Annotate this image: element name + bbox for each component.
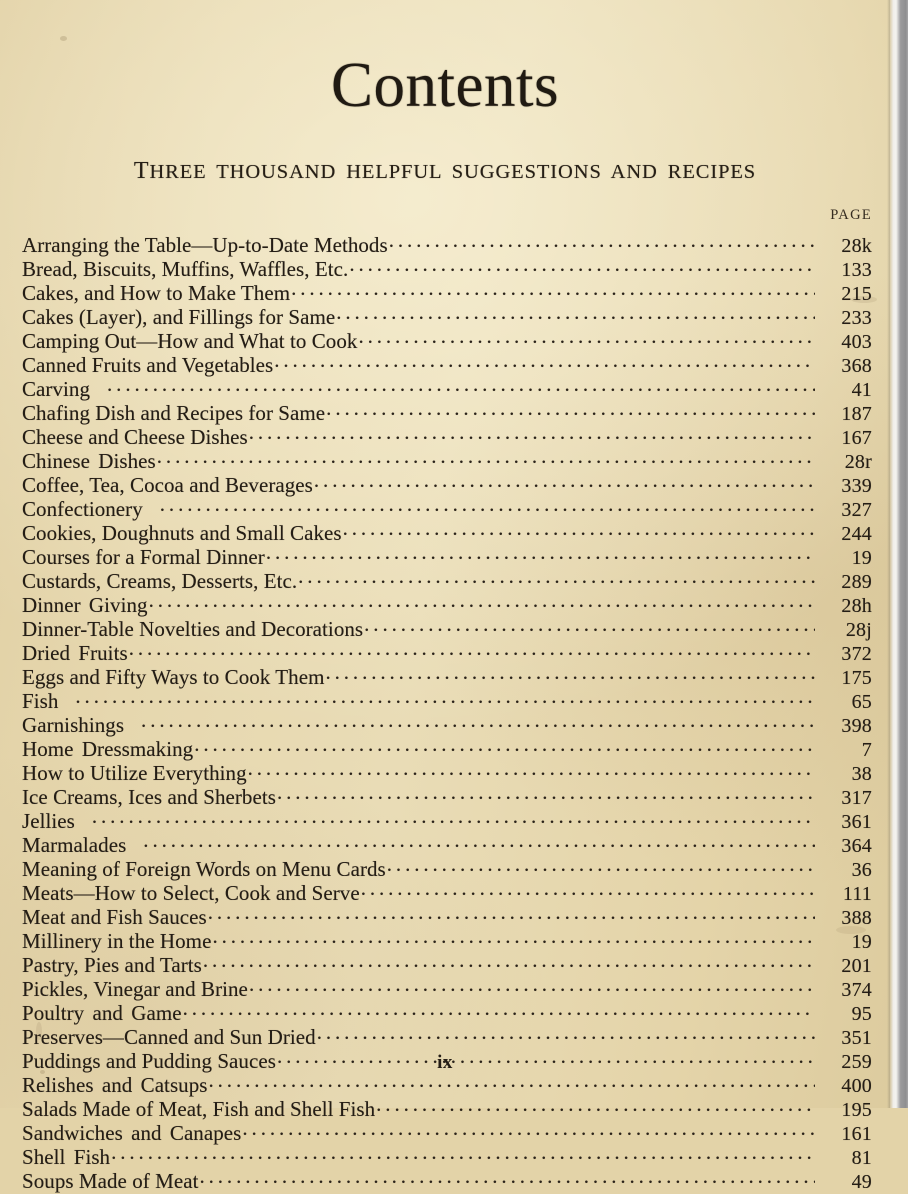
toc-entry-title: Home Dressmaking bbox=[22, 737, 194, 762]
dot-leader bbox=[376, 1092, 815, 1116]
toc-entry-page-number: 398 bbox=[841, 715, 872, 738]
subtitle-initial: T bbox=[133, 158, 150, 185]
scan-edge-strip bbox=[890, 0, 908, 1108]
toc-entry-title: Custards, Creams, Desserts, Etc. bbox=[22, 569, 298, 594]
subtitle bbox=[0, 159, 890, 183]
dot-leader bbox=[183, 996, 815, 1020]
toc-entry-page-number: 215 bbox=[841, 283, 872, 306]
dot-leader bbox=[203, 948, 815, 972]
toc-entry-title: Dried Fruits bbox=[22, 641, 128, 666]
toc-entry-title: Cheese and Cheese Dishes bbox=[22, 425, 248, 450]
dot-leader bbox=[249, 420, 815, 444]
toc-entry-page-number: 327 bbox=[841, 499, 872, 522]
dot-leader bbox=[274, 348, 815, 372]
toc-entry-title: Garnishings bbox=[22, 713, 125, 738]
page-title: Contents bbox=[330, 50, 559, 121]
toc-entry[interactable] bbox=[22, 660, 872, 690]
dot-leader bbox=[111, 1140, 815, 1164]
toc-entry[interactable] bbox=[22, 1164, 872, 1194]
toc-entry-title: Soups Made of Meat bbox=[22, 1169, 199, 1194]
dot-leader bbox=[242, 1116, 815, 1140]
table-of-contents-list bbox=[0, 228, 890, 1194]
toc-entry-title: Coffee, Tea, Cocoa and Beverages bbox=[22, 473, 313, 498]
toc-entry[interactable] bbox=[22, 372, 872, 402]
toc-entry-title: Cakes, and How to Make Them bbox=[22, 281, 291, 306]
toc-entry-title: Meaning of Foreign Words on Menu Cards bbox=[22, 857, 386, 882]
dot-leader bbox=[212, 924, 815, 948]
toc-entry-page-number: 195 bbox=[841, 1099, 872, 1122]
toc-entry-title: Jellies bbox=[22, 809, 75, 834]
toc-entry-page-number: 95 bbox=[851, 1003, 872, 1026]
dot-leader bbox=[358, 324, 815, 348]
toc-entry-title: Dinner-Table Novelties and Decorations bbox=[22, 617, 364, 642]
toc-entry-title: Puddings and Pudding Sauces bbox=[22, 1049, 276, 1074]
toc-entry[interactable] bbox=[22, 516, 872, 546]
toc-entry-page-number: 372 bbox=[841, 643, 872, 666]
toc-entry-title: Meat and Fish Sauces bbox=[22, 905, 207, 930]
toc-entry-title: Cookies, Doughnuts and Small Cakes bbox=[22, 521, 342, 546]
dot-leader bbox=[248, 756, 815, 780]
toc-entry-page-number: 161 bbox=[841, 1123, 872, 1146]
toc-entry-page-number: 351 bbox=[841, 1027, 872, 1050]
toc-entry-title: Relishes and Catsups bbox=[22, 1073, 208, 1098]
subtitle-rest: HREE THOUSAND HELPFUL SUGGESTIONS AND RECIPES bbox=[149, 161, 757, 184]
toc-entry-title: How to Utilize Everything bbox=[22, 761, 247, 786]
toc-entry[interactable] bbox=[22, 588, 872, 618]
toc-entry-page-number: 133 bbox=[841, 259, 872, 282]
toc-entry-page-number: 361 bbox=[841, 811, 872, 834]
toc-entry-title: Dinner Giving bbox=[22, 593, 148, 618]
toc-entry-page-number: 28j bbox=[845, 619, 872, 642]
toc-entry-title: Cakes (Layer), and Fillings for Same bbox=[22, 305, 336, 330]
dot-leader bbox=[325, 660, 815, 684]
toc-entry-title: Camping Out—How and What to Cook bbox=[22, 329, 358, 354]
toc-entry-title: Confectionery bbox=[22, 497, 143, 522]
dot-leader bbox=[336, 300, 815, 324]
dot-leader bbox=[298, 564, 815, 588]
toc-entry-page-number: 81 bbox=[851, 1147, 872, 1170]
toc-entry-page-number: 201 bbox=[841, 955, 872, 978]
toc-entry-title: Courses for a Formal Dinner bbox=[22, 545, 265, 570]
toc-entry[interactable] bbox=[22, 396, 872, 426]
toc-entry-page-number: 28k bbox=[841, 235, 872, 258]
dot-leader bbox=[361, 876, 815, 900]
toc-entry[interactable] bbox=[22, 228, 872, 258]
toc-entry-title: Chinese Dishes bbox=[22, 449, 156, 474]
toc-entry[interactable] bbox=[22, 1140, 872, 1170]
folio-page-number: ix bbox=[437, 1052, 453, 1073]
toc-entry-title: Chafing Dish and Recipes for Same bbox=[22, 401, 326, 426]
dot-leader bbox=[194, 732, 815, 756]
toc-entry-page-number: 368 bbox=[841, 355, 872, 378]
toc-entry-page-number: 317 bbox=[841, 787, 872, 810]
dot-leader bbox=[389, 228, 815, 252]
toc-entry-page-number: 111 bbox=[842, 883, 872, 906]
toc-entry-page-number: 49 bbox=[851, 1171, 872, 1194]
toc-entry-page-number: 28r bbox=[844, 451, 872, 474]
toc-entry-title: Pickles, Vinegar and Brine bbox=[22, 977, 248, 1002]
toc-entry-title: Meats—How to Select, Cook and Serve bbox=[22, 881, 360, 906]
toc-entry-title: Canned Fruits and Vegetables bbox=[22, 353, 274, 378]
toc-entry[interactable] bbox=[22, 708, 872, 738]
toc-entry-title: Bread, Biscuits, Muffins, Waffles, Etc. bbox=[22, 257, 349, 282]
toc-entry[interactable] bbox=[22, 732, 872, 762]
toc-entry-title: Carving bbox=[22, 377, 91, 402]
toc-entry[interactable] bbox=[22, 612, 872, 642]
toc-entry-title: Salads Made of Meat, Fish and Shell Fish bbox=[22, 1097, 376, 1122]
toc-entry[interactable] bbox=[22, 636, 872, 666]
toc-entry-page-number: 38 bbox=[851, 763, 872, 786]
toc-entry[interactable] bbox=[22, 852, 872, 882]
dot-leader bbox=[125, 708, 815, 732]
dot-leader bbox=[326, 396, 815, 420]
toc-entry-page-number: 65 bbox=[851, 691, 872, 714]
toc-entry-title: Poultry and Game bbox=[22, 1001, 182, 1026]
toc-entry-title: Marmalades bbox=[22, 833, 127, 858]
toc-entry-page-number: 167 bbox=[841, 427, 872, 450]
toc-entry-title: Arranging the Table—Up-to-Date Methods bbox=[22, 233, 388, 258]
toc-entry-title: Preserves—Canned and Sun Dried bbox=[22, 1025, 316, 1050]
toc-entry-page-number: 28h bbox=[841, 595, 872, 618]
toc-entry-title: Ice Creams, Ices and Sherbets bbox=[22, 785, 276, 810]
toc-entry-page-number: 19 bbox=[851, 931, 872, 954]
toc-entry-page-number: 403 bbox=[841, 331, 872, 354]
dot-leader bbox=[291, 276, 815, 300]
page-column-header: PAGE bbox=[830, 207, 872, 224]
dot-leader bbox=[59, 684, 815, 708]
dot-leader bbox=[314, 468, 815, 492]
toc-entry-page-number: 187 bbox=[841, 403, 872, 426]
dot-leader bbox=[76, 804, 815, 828]
dot-leader bbox=[249, 972, 815, 996]
toc-entry-page-number: 259 bbox=[841, 1051, 872, 1074]
toc-entry-page-number: 364 bbox=[841, 835, 872, 858]
toc-entry-page-number: 36 bbox=[851, 859, 872, 882]
toc-entry-title: Fish bbox=[22, 689, 59, 714]
toc-entry-page-number: 233 bbox=[841, 307, 872, 330]
toc-entry-page-number: 244 bbox=[841, 523, 872, 546]
toc-entry-page-number: 339 bbox=[841, 475, 872, 498]
toc-entry-page-number: 400 bbox=[841, 1075, 872, 1098]
dot-leader bbox=[91, 372, 815, 396]
toc-entry[interactable] bbox=[22, 828, 872, 858]
dot-leader bbox=[349, 252, 815, 276]
dot-leader bbox=[149, 588, 815, 612]
dot-leader bbox=[364, 612, 815, 636]
toc-entry-page-number: 388 bbox=[841, 907, 872, 930]
toc-entry-title: Eggs and Fifty Ways to Cook Them bbox=[22, 665, 325, 690]
dot-leader bbox=[208, 900, 815, 924]
toc-entry-page-number: 19 bbox=[851, 547, 872, 570]
dot-leader bbox=[199, 1164, 815, 1188]
dot-leader bbox=[277, 780, 815, 804]
toc-entry-title: Sandwiches and Canapes bbox=[22, 1121, 242, 1146]
toc-entry-title: Millinery in the Home bbox=[22, 929, 212, 954]
toc-entry[interactable] bbox=[22, 684, 872, 714]
dot-leader bbox=[266, 540, 815, 564]
toc-entry-page-number: 41 bbox=[851, 379, 872, 402]
dot-leader bbox=[144, 492, 815, 516]
toc-entry[interactable] bbox=[22, 492, 872, 522]
toc-entry[interactable] bbox=[22, 804, 872, 834]
dot-leader bbox=[343, 516, 815, 540]
dot-leader bbox=[127, 828, 815, 852]
dot-leader bbox=[157, 444, 815, 468]
toc-entry-title: Pastry, Pies and Tarts bbox=[22, 953, 202, 978]
dot-leader bbox=[387, 852, 815, 876]
toc-entry-title: Shell Fish bbox=[22, 1145, 111, 1170]
dot-leader bbox=[129, 636, 815, 660]
dot-leader bbox=[317, 1020, 815, 1044]
toc-entry-page-number: 289 bbox=[841, 571, 872, 594]
toc-entry-page-number: 7 bbox=[861, 739, 872, 762]
toc-entry-page-number: 175 bbox=[841, 667, 872, 690]
toc-entry-page-number: 374 bbox=[841, 979, 872, 1002]
